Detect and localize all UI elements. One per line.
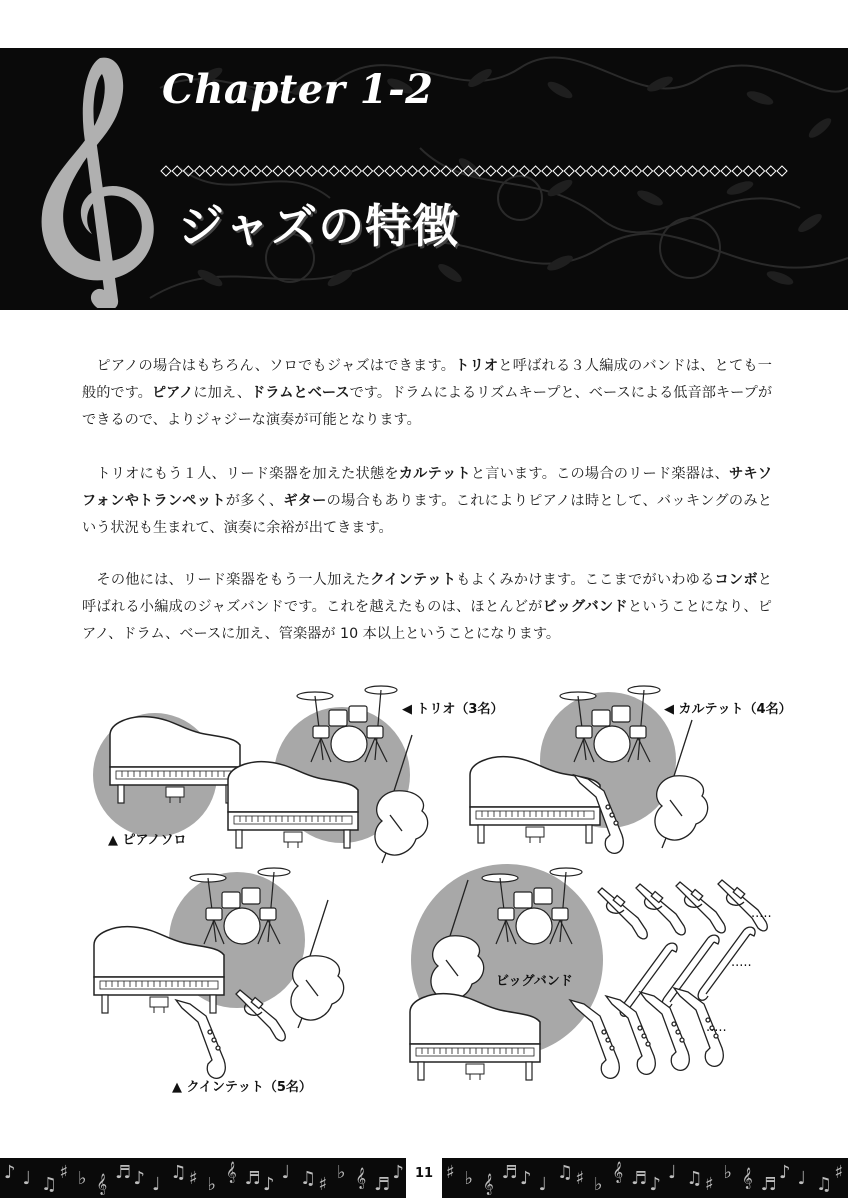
diamond-shape — [519, 166, 529, 176]
music-note-icon: ♩ — [668, 1162, 677, 1183]
diamond-shape — [206, 166, 216, 176]
diamond-shape — [721, 166, 731, 176]
music-note-icon: ♪ — [649, 1174, 661, 1195]
bold-term: トリオ — [455, 358, 499, 374]
text-run: の場合もあります。これによりピアノは時として、バッキングのみという状況も生まれて、演奏に余裕が出てきます。 — [82, 493, 772, 536]
music-note-icon: ♬ — [760, 1174, 777, 1195]
music-note-icon: 𝄞 — [355, 1168, 367, 1189]
music-note-icon: ♪ — [392, 1162, 404, 1183]
band-formations-illustration — [0, 660, 848, 1120]
bigband-trumpet-1 — [598, 888, 647, 939]
music-note-icon: ♭ — [464, 1168, 473, 1189]
diamond-shape — [609, 166, 619, 176]
music-note-icon: ♯ — [705, 1174, 714, 1195]
music-note-icon: ♭ — [723, 1162, 732, 1183]
bold-term: サキソフォンやトランペット — [82, 466, 772, 509]
caption-trio: ◀ トリオ（3名） — [402, 702, 504, 717]
music-note-icon: ♫ — [816, 1174, 833, 1195]
music-note-icon: ♩ — [22, 1168, 31, 1189]
bold-term: カルテット — [398, 466, 471, 482]
diamond-shape — [217, 166, 227, 176]
diamond-shape — [430, 166, 440, 176]
diamond-shape — [374, 166, 384, 176]
diamond-shape — [340, 166, 350, 176]
text-run: と呼ばれる小編成のジャズバンドです。これを越えたものは、ほとんどが — [82, 572, 772, 615]
text-run: と言います。この場合のリード楽器は、 — [470, 466, 729, 482]
music-note-icon: ♩ — [538, 1174, 547, 1195]
bigband-trombone-1 — [620, 943, 677, 1016]
diamond-shape — [631, 166, 641, 176]
music-note-icon: ♪ — [133, 1168, 145, 1189]
bold-term: ビッグバンド — [542, 599, 628, 615]
music-note-icon: ♯ — [834, 1162, 844, 1183]
diamond-shape — [654, 166, 664, 176]
diamond-shape — [587, 166, 597, 176]
text-run: もよくみかけます。ここまでがいわゆる — [456, 572, 715, 588]
bold-term: クインテット — [370, 572, 457, 588]
music-note-icon: ♬ — [374, 1174, 391, 1195]
text-run: ピアノの場合はもちろん、ソロでもジャズはできます。 — [82, 358, 456, 374]
diamond-shape — [676, 166, 686, 176]
music-note-icon: ♯ — [189, 1168, 198, 1189]
diamond-shape — [475, 166, 485, 176]
music-note-icon: ♭ — [207, 1174, 216, 1195]
music-note-icon: 𝄞 — [483, 1174, 494, 1195]
diamond-shape — [262, 166, 272, 176]
diamond-shape — [195, 166, 205, 176]
diamond-shape — [777, 166, 787, 176]
ellipsis-trombones: ..... — [731, 955, 752, 970]
ellipsis-trumpets: ..... — [751, 906, 772, 921]
chapter-title: ジャズの特徴 — [178, 199, 460, 253]
diamond-shape — [542, 166, 552, 176]
music-note-icon: ♯ — [446, 1162, 455, 1183]
music-note-icon: ♫ — [300, 1168, 317, 1189]
diamond-shape — [710, 166, 720, 176]
diamond-shape — [441, 166, 451, 176]
diamond-shape — [463, 166, 473, 176]
music-note-icon: ♯ — [59, 1162, 69, 1183]
diamond-shape — [452, 166, 462, 176]
bold-term: コンボ — [714, 572, 758, 588]
caption-piano-solo: ▲ ピアノソロ — [108, 833, 187, 848]
text-run: です。ドラムによるリズムキープと、ベースによる低音部キープができるので、よりジャジーな演奏が可能となります。 — [82, 385, 773, 428]
diamond-shape — [755, 166, 765, 176]
diamond-shape — [228, 166, 238, 176]
diamond-shape — [687, 166, 697, 176]
caption-quartet: ◀ カルテット（4名） — [664, 702, 792, 717]
footer-music-strip-right — [442, 1158, 848, 1198]
diamond-shape — [497, 166, 507, 176]
diamond-shape — [732, 166, 742, 176]
music-note-icon: ♭ — [337, 1162, 346, 1183]
text-run: ということになり、ピアノ、ドラム、ベースに加え、管楽器が 10 本以上ということになります。 — [82, 599, 772, 642]
diamond-shape — [307, 166, 317, 176]
diamond-shape — [699, 166, 709, 176]
music-note-icon: ♬ — [244, 1168, 261, 1189]
text-run: と呼ばれる３人編成のバンドは、とても一般的です。 — [82, 358, 772, 401]
diamond-shape — [284, 166, 294, 176]
diamond-divider — [160, 164, 790, 178]
music-note-icon: 𝄞 — [226, 1162, 237, 1183]
diamond-shape — [598, 166, 608, 176]
paragraph-trio — [82, 353, 772, 434]
diamond-shape — [643, 166, 653, 176]
text-run: に加え、 — [193, 385, 252, 401]
music-note-icon: ♫ — [686, 1168, 703, 1189]
diamond-shape — [508, 166, 518, 176]
diamond-shape — [531, 166, 541, 176]
paragraph-quintet — [82, 567, 772, 648]
diamond-shape — [766, 166, 776, 176]
diamond-shape — [273, 166, 283, 176]
diamond-shape — [239, 166, 249, 176]
music-note-icon: 𝄞 — [742, 1168, 753, 1189]
diamond-shape — [486, 166, 496, 176]
diamond-shape — [183, 166, 193, 176]
music-note-icon: ♯ — [318, 1174, 328, 1195]
music-note-icon: ♩ — [281, 1162, 290, 1183]
music-note-icon: ♪ — [520, 1168, 532, 1189]
quintet-sax — [176, 1000, 225, 1078]
music-note-icon: ♭ — [78, 1168, 87, 1189]
diamond-shape — [161, 166, 171, 176]
music-note-icon: ♭ — [594, 1174, 603, 1195]
diamond-shape — [363, 166, 373, 176]
chapter-banner — [0, 48, 848, 310]
diamond-shape — [251, 166, 261, 176]
page-footer — [0, 1148, 848, 1200]
text-run: が多く、 — [225, 493, 284, 509]
diamond-shape — [407, 166, 417, 176]
music-note-icon: ♪ — [779, 1162, 791, 1183]
diamond-shape — [564, 166, 574, 176]
diamond-shape — [329, 166, 339, 176]
music-note-icon: ♩ — [152, 1174, 161, 1195]
bold-term: ドラムとベース — [251, 385, 350, 401]
music-note-icon: ♪ — [263, 1174, 275, 1195]
diamond-shape — [396, 166, 406, 176]
music-note-icon: ♪ — [4, 1162, 16, 1183]
music-note-icon: ♫ — [170, 1162, 187, 1183]
caption-big-band: ビッグバンド — [496, 974, 573, 989]
music-note-icon: ♬ — [631, 1168, 648, 1189]
diamond-shape — [172, 166, 182, 176]
bold-term: ギター — [283, 493, 327, 509]
page-number: 11 — [414, 1166, 434, 1181]
diamond-shape — [743, 166, 753, 176]
diamond-shape — [620, 166, 630, 176]
diamond-shape — [295, 166, 305, 176]
diamond-shape — [553, 166, 563, 176]
diamond-shape — [351, 166, 361, 176]
text-run: その他には、リード楽器をもう一人加えた — [82, 572, 371, 588]
diamond-shape — [575, 166, 585, 176]
music-note-icon: ♫ — [41, 1174, 58, 1195]
music-note-icon: ♩ — [797, 1168, 806, 1189]
music-note-icon: ♫ — [557, 1162, 574, 1183]
footer-music-strip-left — [0, 1158, 406, 1198]
music-note-icon: 𝄞 — [96, 1174, 108, 1195]
music-note-icon: ♯ — [575, 1168, 585, 1189]
diamond-shape — [665, 166, 675, 176]
caption-quintet: ▲ クインテット（5名） — [172, 1080, 312, 1095]
ellipsis-saxophones: ..... — [706, 1020, 727, 1035]
diamond-shape — [419, 166, 429, 176]
treble-clef-icon — [22, 50, 162, 308]
music-note-icon: ♬ — [501, 1162, 518, 1183]
paragraph-quartet — [82, 461, 772, 542]
music-note-icon: 𝄞 — [612, 1162, 624, 1183]
chapter-label: Chapter 1-2 — [162, 66, 434, 113]
text-run: トリオにもう１人、リード楽器を加えた状態を — [82, 466, 399, 482]
music-note-icon: ♬ — [115, 1162, 132, 1183]
bold-term: ピアノ — [151, 385, 194, 401]
diamond-shape — [385, 166, 395, 176]
diamond-shape — [318, 166, 328, 176]
